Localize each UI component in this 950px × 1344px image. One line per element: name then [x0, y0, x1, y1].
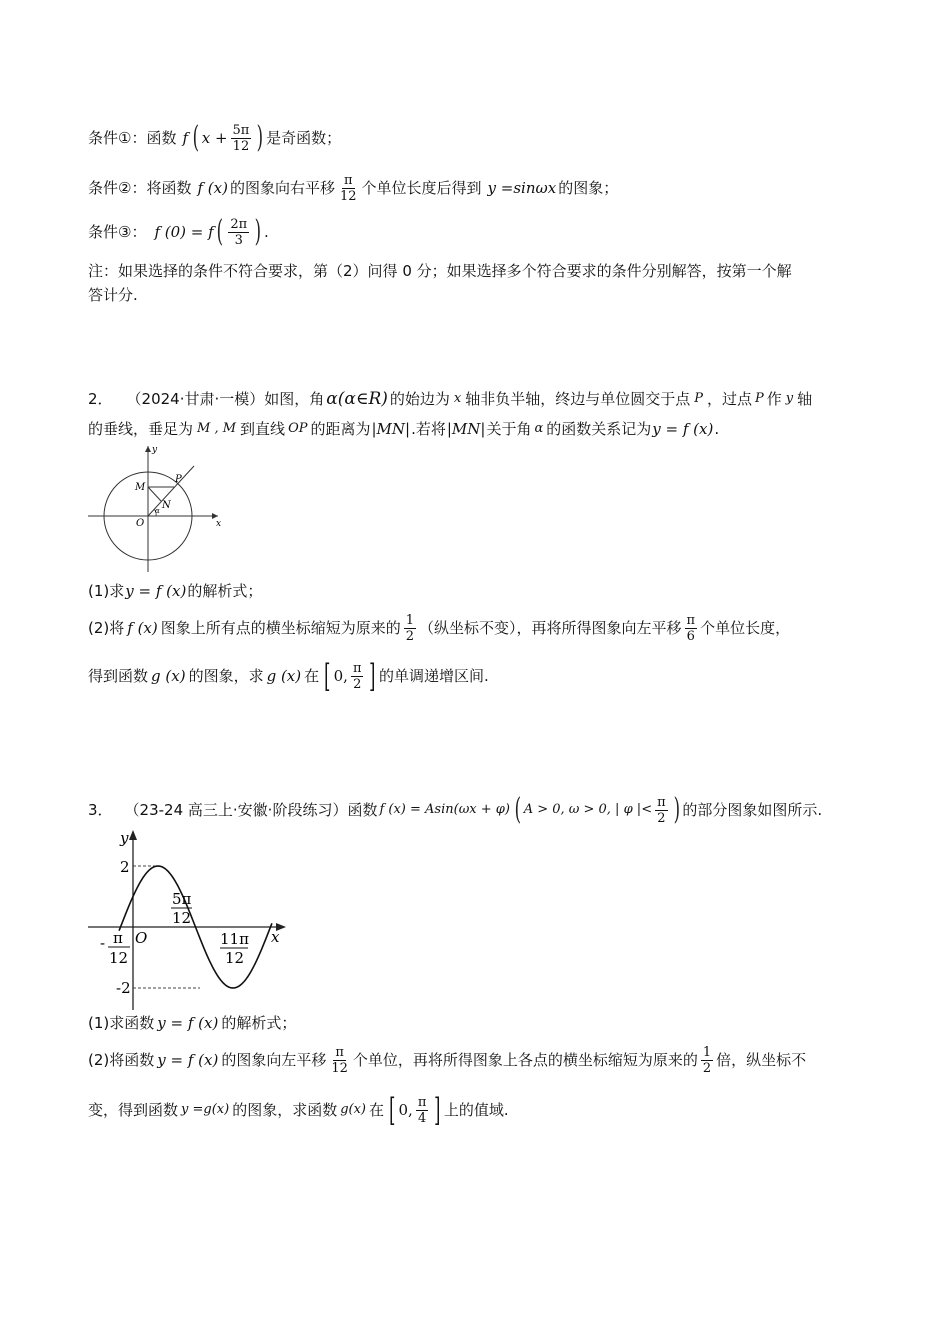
problem-2-q2b-text: 的图象，求 — [188, 667, 264, 685]
condition-1-suffix: 是奇函数； — [266, 129, 342, 147]
graph-label-o: O — [135, 929, 148, 947]
interval-lower-p3: 0, — [398, 1101, 413, 1119]
expr-y-fx: y = f (x) — [652, 420, 714, 438]
problem-3-line-1: 3． （23-24 高三上·安徽·阶段练习）函数 f (x) = Asin(ωx + φ) ( A > 0, ω > 0, | φ |< $\frac{\pi}{2}$ ) 的部分图象如图所示. — [88, 792, 823, 827]
problem-3-q2b-prefix: 变，得到函数 — [88, 1101, 179, 1119]
problem-2-text-j: 关于角 — [486, 420, 532, 438]
problem-2-text-d: 作 — [766, 390, 782, 408]
problem-2-q1-prefix: (1)求 — [88, 582, 125, 600]
graph-label-5pi-den: 12 — [172, 909, 192, 927]
fig-label-n: N — [162, 500, 171, 511]
var-p-2: P — [755, 391, 764, 406]
condition-2-text: 的图象向右平移 — [229, 179, 335, 197]
problem-2-source: （2024·甘肃·一模）如图，角 — [126, 390, 325, 408]
abs-mn-2: |MN| — [446, 420, 486, 438]
function-gx-p3: g(x) — [340, 1102, 366, 1117]
var-m: M , M — [197, 421, 237, 436]
problem-2-q2-line-2: 得到函数 g (x) 的图象，求 g (x) 在 [ 0, $\frac{\pi}{2}$ ] 的单调递增区间. — [88, 657, 489, 695]
problem-3-q2-prefix: (2)将函数 — [88, 1051, 155, 1069]
problem-2-q2-text: 图象上所有点的横坐标缩短为原来的 — [160, 619, 401, 637]
function-fx-q2: f (x) — [127, 619, 158, 637]
fraction-1-2: $\frac{1}{2}$ — [405, 612, 415, 644]
problem-2-text-a: 的始边为 — [389, 390, 450, 408]
graph-label-neg-sign: - — [100, 934, 106, 952]
interval-lower: 0, — [333, 667, 348, 685]
problem-2-q2-prefix: (2)将 — [88, 619, 125, 637]
graph-label-negpi: π — [113, 929, 123, 947]
problem-2-q2-suffix: 个单位长度， — [700, 619, 791, 637]
abs-mn: |MN| — [371, 420, 411, 438]
var-op: OP — [288, 421, 308, 436]
problem-2-text-c: ，过点 — [707, 390, 753, 408]
expr-sin-omega-x: y =sinωx — [487, 179, 557, 197]
fraction-pi-12: $\frac{\pi}{12}$ — [339, 172, 357, 204]
graph-label-x: x — [271, 928, 280, 946]
problem-3-q2-text: 的图象向左平移 — [221, 1051, 327, 1069]
fraction-pi-2: $\frac{\pi}{2}$ — [352, 660, 362, 692]
fig-label-alpha: α — [155, 507, 160, 515]
condition-1-label: 条件①：函数 — [88, 129, 177, 147]
graph-label-11pi-den: 12 — [225, 949, 245, 967]
note-line-2 — [88, 284, 138, 306]
expr-conditions: A > 0, ω > 0, | φ |< — [523, 802, 653, 817]
problem-2-text-h: 的距离为 — [310, 420, 371, 438]
problem-2-q1-suffix: 的解析式； — [187, 582, 263, 600]
problem-2-q1 — [88, 580, 262, 602]
problem-2-text-f: 的垂线，垂足为 — [88, 420, 194, 438]
condition-2-suffix: 的图象； — [558, 179, 619, 197]
expr-y-fx-p3-q2: y = f (x) — [157, 1051, 219, 1069]
unit-circle-figure — [86, 442, 228, 574]
fraction-pi-4: $\frac{\pi}{4}$ — [417, 1094, 427, 1126]
condition-3-label: 条件③： — [88, 223, 147, 241]
problem-3-suffix: 的部分图象如图所示. — [682, 801, 823, 819]
problem-2-q2 — [88, 608, 790, 648]
condition-3-suffix: . — [263, 223, 269, 241]
note-text-2: 答计分. — [88, 286, 138, 304]
function-fx: f (x) — [197, 179, 228, 197]
expr-y-fx-q1: y = f (x) — [125, 582, 187, 600]
problem-2-text-l: . — [714, 420, 720, 438]
expr-y-fx-p3: y = f (x) — [157, 1014, 219, 1032]
problem-3-q1 — [88, 1012, 296, 1034]
function-gx-2: g (x) — [266, 667, 302, 685]
fig-label-p: P — [175, 474, 182, 485]
fraction-1-2-p3: $\frac{1}{2}$ — [702, 1044, 712, 1076]
problem-3-q1-suffix: 的解析式； — [221, 1014, 297, 1032]
fig-label-y: y — [152, 445, 158, 455]
var-p: P — [694, 391, 703, 406]
fraction-5pi-12: $\frac{5\pi}{12}$ — [232, 122, 250, 154]
problem-2-line-2 — [88, 418, 719, 440]
problem-3-q2b-text: 的图象，求函数 — [232, 1101, 338, 1119]
graph-label-11pi: 11π — [220, 930, 249, 948]
expr-alpha-in-R: α(α∈R) — [326, 389, 388, 409]
problem-2-text-b: 轴非负半轴，终边与单位圆交于点 — [465, 390, 691, 408]
graph-label-negpi-den: 12 — [109, 949, 129, 967]
condition-2-text2: 个单位长度后得到 — [361, 179, 482, 197]
var-x: x — [453, 391, 462, 406]
function-f: f — [182, 129, 189, 147]
problem-2-number: 2． — [88, 390, 113, 408]
problem-3-q2-text2: 个单位，再将所得图象上各点的横坐标缩短为原来的 — [352, 1051, 698, 1069]
expr-f0-eq: f (0) = f — [154, 223, 214, 241]
condition-3: 条件③： f (0) = f ( $\frac{2\pi}{3}$ ) . — [88, 214, 269, 249]
problem-3-q2-suffix: 倍，纵坐标不 — [716, 1051, 807, 1069]
problem-3-q2b-suffix: 上的值域. — [443, 1101, 509, 1119]
fraction-pi-12-p3: $\frac{\pi}{12}$ — [331, 1044, 348, 1076]
problem-2-text-k: 的函数关系记为 — [546, 420, 652, 438]
expr-asin: f (x) = Asin(ωx + φ) — [379, 802, 510, 817]
problem-3-number: 3． — [88, 801, 113, 819]
problem-2-q2-text2: （纵坐标不变），再将所得图象向左平移 — [419, 619, 682, 637]
condition-1: 条件①：函数 f ( x + $\frac{5\pi}{12}$ ) 是奇函数； — [88, 120, 342, 155]
graph-label-2: 2 — [120, 858, 130, 876]
condition-2 — [88, 170, 618, 206]
graph-label-neg2: -2 — [116, 979, 131, 997]
problem-2-q2b-suffix: 的单调递增区间. — [378, 667, 489, 685]
note-text-1: 注：如果选择的条件不符合要求，第（2）问得 0 分；如果选择多个符合要求的条件分别解答，按第一个解 — [88, 262, 792, 280]
problem-3-q2-line-2: 变，得到函数 y =g(x) 的图象，求函数 g(x) 在 [ 0, $\frac{\pi}{4}$ ] 上的值域. — [88, 1091, 509, 1129]
condition-2-label: 条件②：将函数 — [88, 179, 192, 197]
expr-y-gx: y =g(x) — [181, 1102, 230, 1117]
expr-x-plus: x + — [201, 129, 228, 147]
problem-2-q2b-text2: 在 — [304, 667, 320, 685]
fig-label-x: x — [216, 519, 222, 529]
problem-3-q1-prefix: (1)求函数 — [88, 1014, 155, 1032]
problem-2-line-1 — [88, 388, 812, 410]
sine-graph — [86, 826, 292, 1012]
problem-2-text-e: 轴 — [797, 390, 813, 408]
var-alpha: α — [534, 421, 544, 436]
var-y: y — [785, 391, 794, 406]
graph-label-y: y — [120, 829, 129, 847]
problem-2-text-i: .若将 — [411, 420, 446, 438]
problem-3-q2b-text2: 在 — [369, 1101, 385, 1119]
fraction-pi-6: $\frac{\pi}{6}$ — [686, 612, 696, 644]
graph-label-5pi: 5π — [172, 890, 192, 908]
problem-3-q2 — [88, 1040, 806, 1080]
note-line-1 — [88, 260, 792, 282]
problem-2-text-g: 到直线 — [240, 420, 286, 438]
fig-label-o: O — [136, 518, 145, 529]
fraction-pi-2-cond: $\frac{\pi}{2}$ — [657, 794, 666, 826]
fraction-2pi-3: $\frac{2\pi}{3}$ — [230, 216, 248, 248]
problem-2-q2b-prefix: 得到函数 — [88, 667, 149, 685]
problem-3-source: （23-24 高三上·安徽·阶段练习）函数 — [124, 801, 378, 819]
fig-label-m: M — [135, 482, 146, 493]
function-gx: g (x) — [151, 667, 186, 685]
